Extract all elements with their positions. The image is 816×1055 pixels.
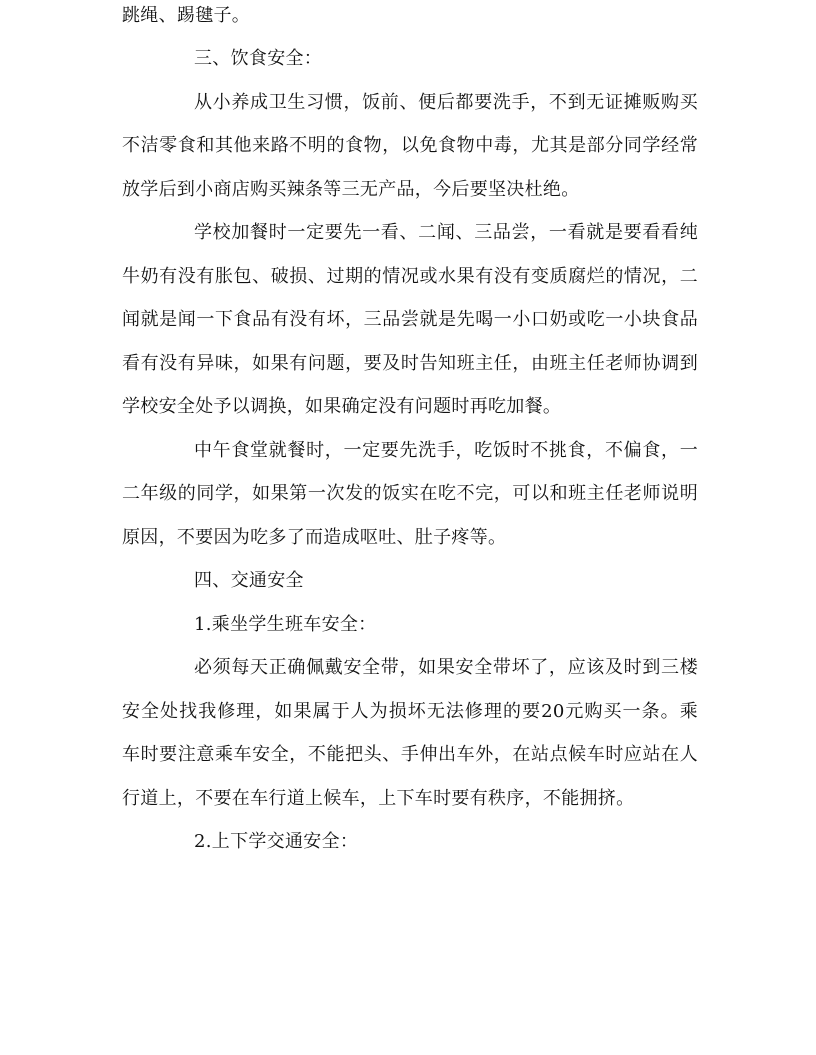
text-line: 行道上，不要在车行道上候车，上下车时要有秩序，不能拥挤。	[122, 788, 635, 809]
text-line: 安全处找我修理，如果属于人为损坏无法修理的要20元购买一条。乘	[122, 701, 698, 722]
subheading-school-bus: 1.乘坐学生班车安全：	[194, 614, 377, 635]
text-line: 看有没有异味，如果有问题，要及时告知班主任，由班主任老师协调到	[122, 353, 698, 374]
section-heading-food-safety: 三、饮食安全：	[194, 48, 323, 69]
text-line: 放学后到小商店购买辣条等三无产品，今后要坚决杜绝。	[122, 179, 580, 200]
text-line: 车时要注意乘车安全，不能把头、手伸出车外，在站点候车时应站在人	[122, 744, 698, 765]
text-line: 中午食堂就餐时，一定要先洗手，吃饭时不挑食，不偏食，一	[194, 440, 698, 461]
text-line: 不洁零食和其他来路不明的食物，以免食物中毒，尤其是部分同学经常	[122, 135, 698, 156]
text-line: 跳绳、踢毽子。	[122, 5, 251, 26]
text-line: 牛奶有没有胀包、破损、过期的情况或水果有没有变质腐烂的情况，二	[122, 266, 698, 287]
text-line: 学校安全处予以调换，如果确定没有问题时再吃加餐。	[122, 396, 562, 417]
text-line: 闻就是闻一下食品有没有坏，三品尝就是先喝一小口奶或吃一小块食品	[122, 309, 698, 330]
text-line: 二年级的同学，如果第一次发的饭实在吃不完，可以和班主任老师说明	[122, 483, 698, 504]
section-heading-traffic-safety: 四、交通安全	[194, 570, 304, 591]
text-line: 从小养成卫生习惯，饭前、便后都要洗手，不到无证摊贩购买	[194, 92, 698, 113]
text-line: 必须每天正确佩戴安全带，如果安全带坏了，应该及时到三楼	[194, 657, 698, 678]
subheading-commute: 2.上下学交通安全：	[194, 831, 359, 852]
text-line: 学校加餐时一定要先一看、二闻、三品尝，一看就是要看看纯	[194, 222, 698, 243]
text-line: 原因，不要因为吃多了而造成呕吐、肚子疼等。	[122, 527, 507, 548]
